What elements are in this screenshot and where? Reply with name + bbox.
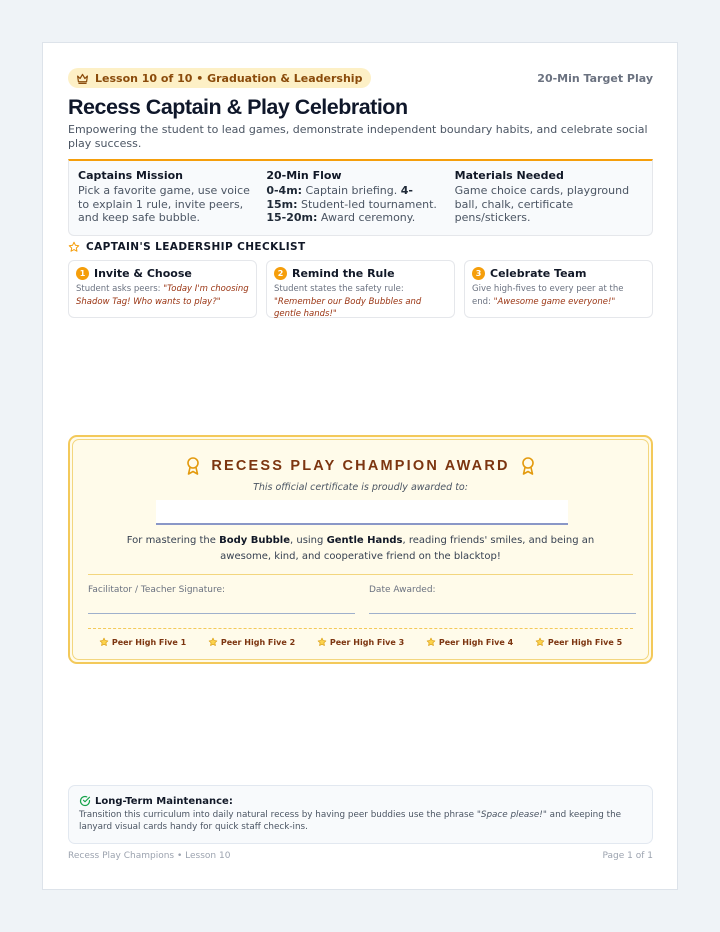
- mission-heading: Captains Mission: [78, 169, 183, 182]
- high-five-slot[interactable]: [317, 637, 404, 647]
- date-line[interactable]: [369, 613, 636, 614]
- flow-time-2: 4-15m:: [266, 184, 413, 211]
- high-five-slot[interactable]: [99, 637, 186, 647]
- footer-left: Recess Play Champions • Lesson 10: [68, 851, 231, 861]
- high-five-label: Peer High Five 4: [438, 637, 514, 647]
- card-text-lead: Student states the safety rule:: [274, 284, 404, 294]
- card-quote: "Remember our Body Bubbles and gentle hands!": [274, 296, 422, 319]
- date-block: [369, 585, 636, 614]
- card-text: [274, 283, 447, 321]
- high-five-slot[interactable]: [426, 637, 513, 647]
- high-five-label: Peer High Five 5: [547, 637, 623, 647]
- card-title: Celebrate Team: [490, 267, 587, 280]
- signature-line[interactable]: [88, 613, 355, 614]
- card-text-lead: Student asks peers:: [76, 284, 164, 294]
- star-icon: [426, 637, 436, 647]
- date-label: Date Awarded:: [369, 585, 436, 595]
- step-number-badge: 1: [76, 267, 89, 280]
- materials-column: [455, 169, 643, 227]
- star-outline-icon: [68, 241, 80, 253]
- award-subtitle: This official certificate is proudly awarded to:: [253, 482, 468, 493]
- flow-step-2: Student-led tournament.: [297, 197, 437, 211]
- page-number: Page 1 of 1: [602, 851, 653, 861]
- maintenance-heading: Long-Term Maintenance:: [95, 795, 233, 807]
- high-five-slot[interactable]: [208, 637, 295, 647]
- card-title: Remind the Rule: [292, 267, 395, 280]
- high-five-label: Peer High Five 3: [329, 637, 405, 647]
- flow-step-1: Captain briefing.: [302, 184, 401, 197]
- award-certificate: [68, 435, 653, 664]
- checklist-card: [266, 260, 455, 318]
- flow-step-3: Award ceremony.: [317, 211, 416, 224]
- card-text-lead: Give high-fives to every peer at the end:: [472, 284, 624, 307]
- page-title: Recess Captain & Play Celebration: [68, 95, 408, 119]
- award-body-bold: Gentle Hands: [326, 535, 403, 546]
- crown-icon: [76, 72, 89, 85]
- checklist-title-text: CAPTAIN'S LEADERSHIP CHECKLIST: [86, 241, 306, 253]
- star-icon: [535, 637, 545, 647]
- card-header: [472, 267, 645, 280]
- mission-column: [78, 169, 266, 227]
- star-icon: [317, 637, 327, 647]
- materials-heading: Materials Needed: [454, 169, 564, 182]
- checklist-title: [68, 239, 653, 255]
- card-title: Invite & Choose: [94, 267, 192, 280]
- maintenance-text-part: and keeping the lanyard visual cards handy for quick staff check-ins.: [79, 810, 622, 832]
- step-number-badge: 2: [274, 267, 287, 280]
- lesson-page: [42, 42, 678, 890]
- recipient-name-line[interactable]: [156, 500, 568, 525]
- maintenance-note: [68, 785, 653, 844]
- award-body-part: , reading friends' smiles, and being an awesome, kind, and cooperative friend on the blacktop!: [220, 535, 595, 562]
- signature-block: [88, 585, 355, 614]
- checklist-cards: [68, 260, 653, 318]
- signature-label: Facilitator / Teacher Signature:: [88, 585, 226, 595]
- step-number-badge: 3: [472, 267, 485, 280]
- star-icon: [99, 637, 109, 647]
- high-five-row: [88, 637, 633, 647]
- flow-time-1: 0-4m:: [266, 184, 303, 197]
- top-line: [68, 67, 653, 89]
- page-subtitle: Empowering the student to lead games, demonstrate independent boundary habits, and celebrate social play success.: [68, 123, 648, 150]
- lesson-badge-label: Lesson 10 of 10 • Graduation & Leadership: [95, 71, 363, 85]
- award-body-bold: Body Bubble: [219, 535, 290, 546]
- page-content: [68, 67, 653, 318]
- maintenance-text-part: Transition this curriculum into daily natural recess by having peer buddies use the phrase: [79, 810, 477, 820]
- lesson-badge: [68, 68, 371, 88]
- card-text: [472, 283, 645, 308]
- check-circle-icon: [79, 795, 91, 807]
- award-body-part: For mastering the: [126, 535, 220, 546]
- checklist-card: [68, 260, 257, 318]
- lesson-info-box: [68, 159, 653, 236]
- target-play-label: 20-Min Target Play: [537, 71, 653, 85]
- high-five-divider: [88, 628, 633, 629]
- checklist-card: [464, 260, 653, 318]
- maintenance-text: [79, 809, 642, 833]
- card-quote: "Today I'm choosing Shadow Tag! Who wants to play?": [76, 284, 249, 307]
- flow-time-3: 15-20m:: [266, 211, 318, 224]
- award-body-text: [113, 533, 608, 565]
- maintenance-header: [79, 795, 642, 807]
- flow-text: [266, 184, 442, 225]
- award-body-part: , using: [290, 535, 327, 546]
- award-inner-border: [72, 439, 649, 660]
- maintenance-quote: "Space please!": [476, 810, 547, 820]
- ribbon-medal-icon: [520, 456, 536, 476]
- card-header: [76, 267, 249, 280]
- award-title-text: RECESS PLAY CHAMPION AWARD: [211, 458, 510, 474]
- high-five-slot[interactable]: [535, 637, 622, 647]
- mission-text: Pick a favorite game, use voice to explain 1 rule, invite peers, and keep safe bubble.: [78, 184, 250, 224]
- signature-divider: [88, 574, 633, 575]
- high-five-label: Peer High Five 1: [111, 637, 187, 647]
- card-header: [274, 267, 447, 280]
- card-quote: "Awesome game everyone!": [493, 296, 616, 307]
- award-title: [73, 456, 648, 476]
- materials-text: Game choice cards, playground ball, chalk, certificate pens/stickers.: [454, 184, 630, 224]
- page-footer: [68, 851, 653, 861]
- flow-column: [266, 169, 454, 227]
- card-text: [76, 283, 249, 308]
- star-icon: [208, 637, 218, 647]
- flow-heading: 20-Min Flow: [266, 169, 342, 182]
- high-five-label: Peer High Five 2: [220, 637, 296, 647]
- ribbon-medal-icon: [185, 456, 201, 476]
